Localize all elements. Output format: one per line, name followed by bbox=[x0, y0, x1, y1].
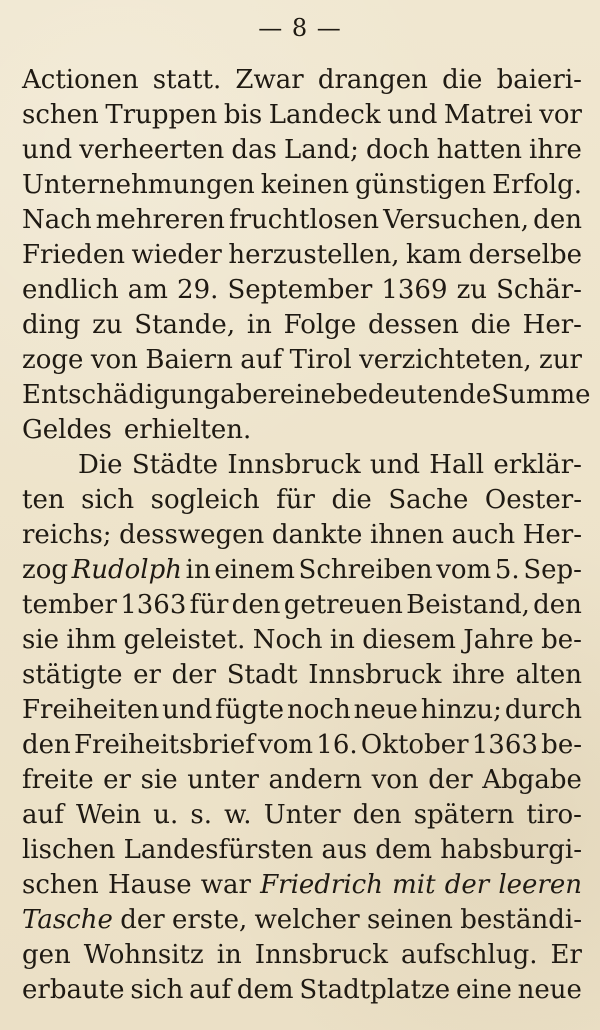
word: Sep- bbox=[523, 555, 582, 585]
word: Landeck bbox=[268, 100, 381, 130]
word: zu bbox=[92, 310, 123, 340]
word: zoge bbox=[22, 345, 84, 375]
word: den bbox=[22, 730, 71, 760]
word: Stadt bbox=[226, 660, 298, 690]
word: das bbox=[231, 135, 277, 165]
word: Wein bbox=[76, 800, 142, 830]
word: Folge bbox=[283, 310, 357, 340]
word: durch bbox=[504, 695, 582, 725]
word: Erfolg. bbox=[492, 170, 582, 200]
word: erste, bbox=[171, 905, 248, 935]
word: er bbox=[133, 660, 161, 690]
word: sie bbox=[22, 625, 60, 655]
word: be- bbox=[541, 730, 582, 760]
word: gen bbox=[22, 940, 71, 970]
word: leeren bbox=[498, 870, 582, 900]
word: Her- bbox=[522, 310, 582, 340]
word: andern bbox=[268, 765, 362, 795]
text-line bbox=[22, 973, 582, 1008]
word: Noch bbox=[252, 625, 323, 655]
word: desswegen bbox=[119, 520, 265, 550]
text-line bbox=[22, 343, 582, 378]
word: Jahre bbox=[463, 625, 534, 655]
word: Die bbox=[78, 450, 123, 480]
word: und bbox=[369, 450, 420, 480]
word: alten bbox=[515, 660, 582, 690]
text-line bbox=[22, 518, 582, 553]
text-line bbox=[22, 273, 582, 308]
word: 16. bbox=[316, 730, 358, 760]
word: den bbox=[533, 205, 582, 235]
word: von bbox=[90, 345, 138, 375]
word: Innsbruck bbox=[254, 940, 389, 970]
word: 1363 bbox=[120, 590, 187, 620]
word: Geldes bbox=[22, 415, 112, 445]
word: er bbox=[103, 765, 131, 795]
text-line bbox=[22, 763, 582, 798]
word: verzichteten, bbox=[359, 345, 532, 375]
word: ihre bbox=[529, 135, 582, 165]
text-line bbox=[22, 378, 591, 413]
word: vom bbox=[258, 730, 314, 760]
word: ding bbox=[22, 310, 81, 340]
word: fügte bbox=[215, 695, 285, 725]
word: diesem bbox=[362, 625, 456, 655]
word: tember bbox=[22, 590, 117, 620]
word: Schreiben bbox=[298, 555, 433, 585]
text-line bbox=[22, 203, 582, 238]
text-line bbox=[22, 903, 582, 938]
word: erhielten. bbox=[123, 415, 252, 445]
text-line bbox=[22, 483, 582, 518]
word: fruchtlosen bbox=[228, 205, 379, 235]
word: aufschlug. bbox=[401, 940, 538, 970]
word: sie bbox=[140, 765, 178, 795]
word: derselbe bbox=[468, 240, 582, 270]
word: ihnen bbox=[370, 520, 444, 550]
word: sich bbox=[81, 485, 135, 515]
word: Er bbox=[550, 940, 582, 970]
word: Matrei bbox=[443, 100, 533, 130]
word: Hause bbox=[107, 870, 192, 900]
word: be- bbox=[541, 625, 582, 655]
word: der bbox=[171, 660, 217, 690]
word: am bbox=[127, 275, 168, 305]
word: 1363 bbox=[471, 730, 538, 760]
word: hatten bbox=[436, 135, 522, 165]
word: endlich bbox=[22, 275, 119, 305]
text-line bbox=[22, 413, 582, 448]
word: Her- bbox=[522, 520, 582, 550]
word: von bbox=[371, 765, 419, 795]
word: habsburgi- bbox=[440, 835, 582, 865]
word: 29. bbox=[177, 275, 219, 305]
word: aus bbox=[321, 835, 368, 865]
word: den bbox=[352, 800, 402, 830]
text-line bbox=[22, 168, 582, 203]
word: ihm bbox=[66, 625, 117, 655]
word: in bbox=[246, 310, 272, 340]
word: günstigen bbox=[355, 170, 487, 200]
word: Oester- bbox=[484, 485, 582, 515]
text-line bbox=[22, 133, 582, 168]
word: tiro- bbox=[526, 800, 582, 830]
word: die bbox=[470, 310, 511, 340]
word: hinzu; bbox=[420, 695, 502, 725]
word: w. bbox=[224, 800, 252, 830]
word: vom bbox=[436, 555, 492, 585]
word: für bbox=[189, 590, 229, 620]
text-line bbox=[22, 658, 582, 693]
word: vor bbox=[539, 100, 582, 130]
word: sogleich bbox=[150, 485, 260, 515]
word: die bbox=[331, 485, 372, 515]
word: Versuchen, bbox=[383, 205, 530, 235]
word: Frieden bbox=[22, 240, 125, 270]
word: und bbox=[22, 135, 73, 165]
word: mit bbox=[392, 870, 436, 900]
word: bedeutende bbox=[335, 380, 492, 410]
word: Sache bbox=[388, 485, 469, 515]
text-line bbox=[22, 728, 582, 763]
word: Tasche bbox=[22, 905, 113, 935]
word: stätigte bbox=[22, 660, 123, 690]
text-line bbox=[22, 238, 582, 273]
word: mehreren bbox=[95, 205, 225, 235]
word: Nach bbox=[22, 205, 92, 235]
word: und bbox=[162, 695, 213, 725]
word: spätern bbox=[413, 800, 515, 830]
word: lischen bbox=[22, 835, 116, 865]
word: 5. bbox=[494, 555, 520, 585]
word: ihre bbox=[452, 660, 505, 690]
word: Zwar bbox=[235, 65, 304, 95]
word: erbaute bbox=[22, 975, 125, 1005]
word: Oktober bbox=[360, 730, 469, 760]
word: Hall bbox=[429, 450, 485, 480]
word: dem bbox=[236, 975, 294, 1005]
word: sich bbox=[130, 975, 184, 1005]
word: Unternehmungen bbox=[22, 170, 255, 200]
page-number: — 8 — bbox=[258, 14, 342, 42]
word: beständi- bbox=[460, 905, 582, 935]
word: drangen bbox=[317, 65, 428, 95]
word: in bbox=[185, 555, 211, 585]
word: zur bbox=[539, 345, 582, 375]
word: eine bbox=[456, 975, 512, 1005]
word: zu bbox=[456, 275, 488, 305]
text-line bbox=[22, 693, 582, 728]
word: Land; bbox=[283, 135, 359, 165]
word: statt. bbox=[152, 65, 222, 95]
word: Unter bbox=[263, 800, 341, 830]
word: der bbox=[428, 765, 473, 795]
word: u. bbox=[153, 800, 179, 830]
word: Landesfürsten bbox=[123, 835, 314, 865]
word: verheerten bbox=[79, 135, 225, 165]
word: keinen bbox=[260, 170, 350, 200]
word: und bbox=[387, 100, 438, 130]
word: in bbox=[329, 625, 355, 655]
word: Freiheiten bbox=[22, 695, 160, 725]
text-line bbox=[22, 833, 582, 868]
word: doch bbox=[365, 135, 430, 165]
word: auf bbox=[240, 345, 283, 375]
word: für bbox=[276, 485, 315, 515]
word: neue bbox=[517, 975, 582, 1005]
word: erklär- bbox=[493, 450, 582, 480]
word: Rudolph bbox=[71, 555, 182, 585]
word: geleistet. bbox=[123, 625, 246, 655]
text-line bbox=[22, 448, 582, 483]
text-line bbox=[22, 98, 582, 133]
text-line bbox=[22, 63, 582, 98]
word: Summe bbox=[491, 380, 591, 410]
word: der bbox=[120, 905, 165, 935]
body-text bbox=[22, 63, 591, 1008]
text-line bbox=[22, 308, 582, 343]
word: herzustellen, bbox=[228, 240, 400, 270]
word: neue bbox=[353, 695, 418, 725]
word: Tirol bbox=[289, 345, 352, 375]
word: aber bbox=[220, 380, 281, 410]
word: auf bbox=[189, 975, 232, 1005]
text-line bbox=[22, 938, 582, 973]
word: kam bbox=[406, 240, 462, 270]
word: Innsbruck bbox=[308, 660, 442, 690]
word: in bbox=[216, 940, 242, 970]
word: die bbox=[442, 65, 483, 95]
text-line bbox=[22, 623, 582, 658]
word: schen bbox=[22, 870, 99, 900]
word: getreuen bbox=[283, 590, 403, 620]
word: Baiern bbox=[145, 345, 233, 375]
word: Schär- bbox=[496, 275, 582, 305]
word: s. bbox=[190, 800, 212, 830]
word: Entschädigung bbox=[22, 380, 221, 410]
word: Actionen bbox=[22, 65, 139, 95]
word: einem bbox=[214, 555, 295, 585]
word: Friedrich bbox=[260, 870, 383, 900]
word: auch bbox=[451, 520, 516, 550]
word: Stande, bbox=[134, 310, 236, 340]
word: baieri- bbox=[496, 65, 582, 95]
word: Freiheitsbrief bbox=[74, 730, 255, 760]
text-line bbox=[22, 588, 582, 623]
word: Beistand, bbox=[406, 590, 530, 620]
text-line bbox=[22, 553, 582, 588]
word: Abgabe bbox=[482, 765, 582, 795]
word: war bbox=[200, 870, 251, 900]
word: zog bbox=[22, 555, 68, 585]
word: freite bbox=[22, 765, 94, 795]
word: der bbox=[444, 870, 490, 900]
text-line bbox=[22, 868, 582, 903]
word: welcher bbox=[254, 905, 360, 935]
word: reichs; bbox=[22, 520, 112, 550]
word: Truppen bbox=[105, 100, 218, 130]
word: wieder bbox=[131, 240, 222, 270]
word: dessen bbox=[367, 310, 459, 340]
word: Städte bbox=[131, 450, 219, 480]
word: dankte bbox=[271, 520, 363, 550]
word: auf bbox=[22, 800, 64, 830]
word: noch bbox=[287, 695, 351, 725]
word: Stadtplatze bbox=[299, 975, 451, 1005]
word: Wohnsitz bbox=[83, 940, 204, 970]
word: den bbox=[231, 590, 281, 620]
text-line bbox=[22, 798, 582, 833]
word: dem bbox=[375, 835, 432, 865]
word: 1369 bbox=[381, 275, 448, 305]
word: ten bbox=[22, 485, 65, 515]
word: eine bbox=[280, 380, 336, 410]
word: den bbox=[533, 590, 582, 620]
word: bis bbox=[223, 100, 263, 130]
word: unter bbox=[187, 765, 259, 795]
word: seinen bbox=[366, 905, 453, 935]
word: September bbox=[227, 275, 373, 305]
word: schen bbox=[22, 100, 99, 130]
word: Innsbruck bbox=[227, 450, 361, 480]
